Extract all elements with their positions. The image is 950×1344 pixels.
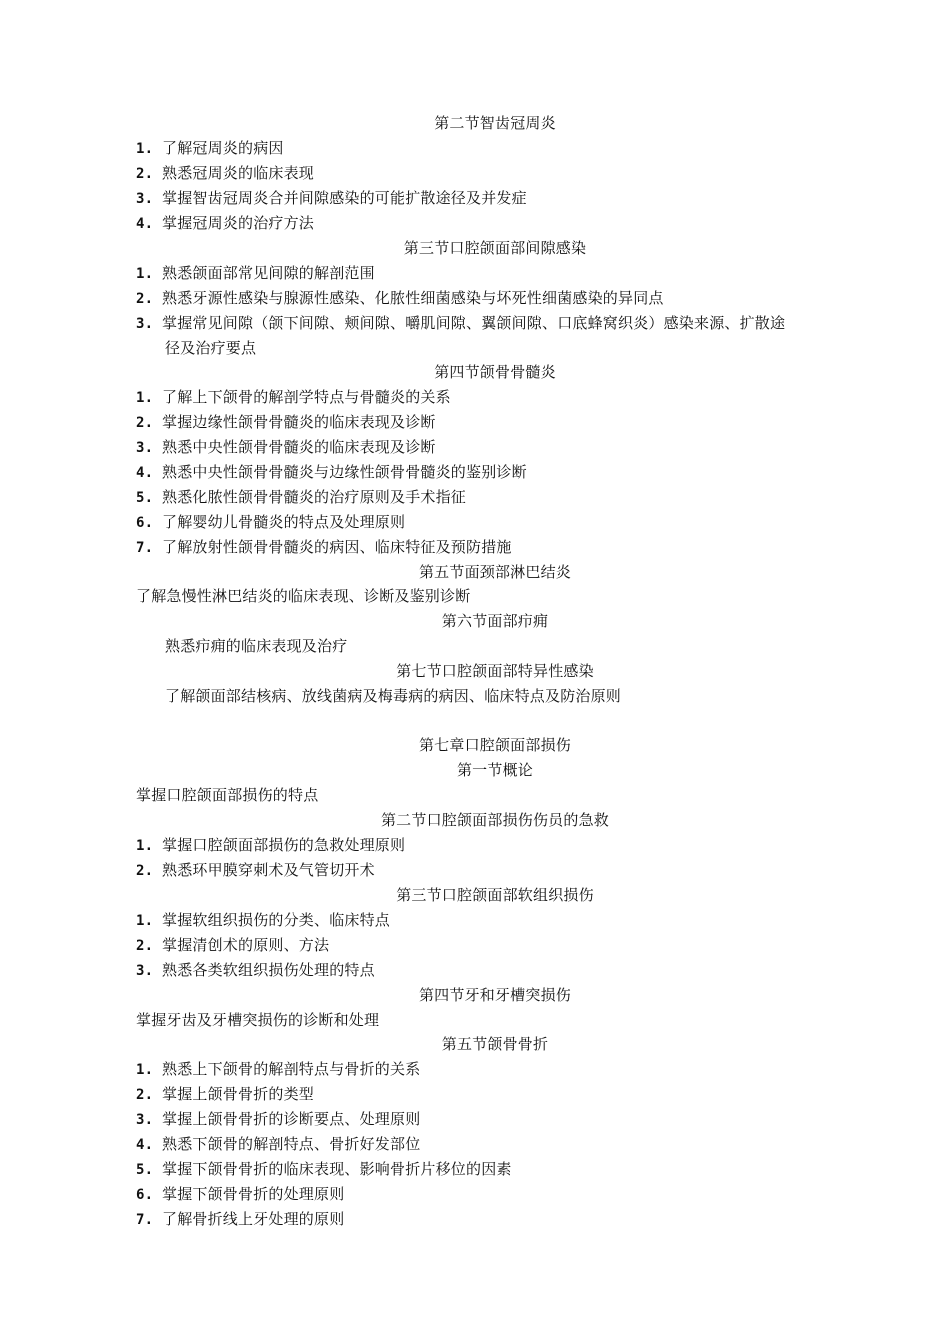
- item-text: 掌握常见间隙（颌下间隙、颊间隙、嚼肌间隙、翼颌间隙、口底蜂窝织炎）感染来源、扩散途: [162, 314, 786, 332]
- item-text: 熟悉中央性颌骨骨髓炎的临床表现及诊断: [162, 438, 436, 456]
- item-text: 熟悉牙源性感染与腺源性感染、化脓性细菌感染与坏死性细菌感染的异同点: [162, 289, 664, 307]
- item-text: 掌握清创术的原则、方法: [162, 936, 330, 954]
- item-text: 掌握上颌骨骨折的诊断要点、处理原则: [162, 1110, 421, 1128]
- item-text: 掌握下颌骨骨折的临床表现、影响骨折片移位的因素: [162, 1160, 512, 1178]
- section-heading: 第二节口腔颌面部损伤伤员的急救: [380, 811, 609, 829]
- list-item: [136, 213, 314, 234]
- section-heading: 第七节口腔颌面部特异性感染: [396, 662, 594, 680]
- item-text: 掌握下颌骨骨折的处理原则: [162, 1185, 345, 1203]
- item-number: 3.: [136, 316, 154, 332]
- item-text: 了解放射性颌骨骨髓炎的病因、临床特征及预防措施: [162, 538, 512, 556]
- item-text: 掌握冠周炎的治疗方法: [162, 214, 315, 232]
- list-item: [136, 263, 375, 284]
- section-heading: 第三节口腔颌面部软组织损伤: [396, 886, 594, 904]
- item-number: 4.: [136, 465, 154, 481]
- list-item: [136, 313, 785, 334]
- item-text: 了解上下颌骨的解剖学特点与骨髓炎的关系: [162, 388, 451, 406]
- item-text: 熟悉上下颌骨的解剖特点与骨折的关系: [162, 1060, 421, 1078]
- item-text: 了解冠周炎的病因: [162, 139, 284, 157]
- item-number: 1.: [136, 913, 154, 929]
- item-number: 4.: [136, 216, 154, 232]
- list-item: [136, 462, 527, 483]
- item-number: 1.: [136, 1062, 154, 1078]
- list-item: [136, 1084, 314, 1105]
- item-text: 熟悉冠周炎的临床表现: [162, 164, 315, 182]
- list-item: [136, 537, 512, 558]
- list-item: [136, 288, 664, 309]
- list-item: [136, 512, 405, 533]
- item-number: 1.: [136, 266, 154, 282]
- list-item: [136, 960, 375, 981]
- list-item: [136, 163, 314, 184]
- list-item: [136, 860, 375, 881]
- section-text: 掌握口腔颌面部损伤的特点: [136, 786, 319, 804]
- item-number: 6.: [136, 515, 154, 531]
- item-number: 1.: [136, 141, 154, 157]
- item-number: 5.: [136, 1162, 154, 1178]
- item-text: 掌握边缘性颌骨骨髓炎的临床表现及诊断: [162, 413, 436, 431]
- list-item: [136, 188, 527, 209]
- section-heading: 第二节智齿冠周炎: [434, 114, 556, 132]
- section-heading: 第三节口腔颌面部间隙感染: [403, 239, 587, 257]
- section-heading: 第四节牙和牙槽突损伤: [418, 986, 571, 1004]
- item-number: 2.: [136, 291, 154, 307]
- list-item: [136, 935, 329, 956]
- item-text: 熟悉环甲膜穿刺术及气管切开术: [162, 861, 375, 879]
- section-text: 了解颌面部结核病、放线菌病及梅毒病的病因、临床特点及防治原则: [165, 687, 622, 705]
- section-heading: 第四节颌骨骨髓炎: [434, 363, 556, 381]
- item-text: 掌握口腔颌面部损伤的急救处理原则: [162, 836, 406, 854]
- item-number: 3.: [136, 963, 154, 979]
- list-item: [136, 1134, 420, 1155]
- item-number: 1.: [136, 390, 154, 406]
- list-item-continuation: 径及治疗要点: [165, 339, 257, 357]
- item-text: 掌握智齿冠周炎合并间隙感染的可能扩散途径及并发症: [162, 189, 527, 207]
- list-item: [136, 1059, 420, 1080]
- item-text: 熟悉化脓性颌骨骨髓炎的治疗原则及手术指征: [162, 488, 467, 506]
- item-text: 熟悉颌面部常见间隙的解剖范围: [162, 264, 375, 282]
- item-number: 3.: [136, 440, 154, 456]
- item-text: 掌握软组织损伤的分类、临床特点: [162, 911, 391, 929]
- item-number: 2.: [136, 938, 154, 954]
- list-item: [136, 1159, 512, 1180]
- item-text: 掌握上颌骨骨折的类型: [162, 1085, 315, 1103]
- item-number: 2.: [136, 166, 154, 182]
- chapter-heading: 第七章口腔颌面部损伤: [418, 736, 571, 754]
- section-text: 掌握牙齿及牙槽突损伤的诊断和处理: [136, 1011, 380, 1029]
- item-text: 熟悉中央性颌骨骨髓炎与边缘性颌骨骨髓炎的鉴别诊断: [162, 463, 527, 481]
- list-item: [136, 1184, 344, 1205]
- item-text: 了解婴幼儿骨髓炎的特点及处理原则: [162, 513, 406, 531]
- item-number: 7.: [136, 540, 154, 556]
- list-item: [136, 487, 466, 508]
- list-item: [136, 1109, 420, 1130]
- item-text: 熟悉下颌骨的解剖特点、骨折好发部位: [162, 1135, 421, 1153]
- item-number: 3.: [136, 191, 154, 207]
- item-number: 4.: [136, 1137, 154, 1153]
- section-text: 熟悉疖痈的临床表现及治疗: [165, 637, 348, 655]
- item-number: 3.: [136, 1112, 154, 1128]
- list-item: [136, 437, 436, 458]
- list-item: [136, 138, 284, 159]
- section-text: 了解急慢性淋巴结炎的临床表现、诊断及鉴别诊断: [136, 587, 471, 605]
- section-heading: 第一节概论: [456, 761, 533, 779]
- section-heading: 第五节颌骨骨折: [441, 1035, 549, 1053]
- item-number: 2.: [136, 863, 154, 879]
- item-number: 7.: [136, 1212, 154, 1228]
- item-text: 了解骨折线上牙处理的原则: [162, 1210, 345, 1228]
- list-item: [136, 835, 405, 856]
- item-number: 5.: [136, 490, 154, 506]
- item-number: 2.: [136, 415, 154, 431]
- section-heading: 第五节面颈部淋巴结炎: [418, 563, 571, 581]
- item-number: 6.: [136, 1187, 154, 1203]
- item-number: 2.: [136, 1087, 154, 1103]
- item-number: 1.: [136, 838, 154, 854]
- section-heading: 第六节面部疖痈: [441, 612, 549, 630]
- list-item: [136, 1209, 344, 1230]
- item-text: 熟悉各类软组织损伤处理的特点: [162, 961, 375, 979]
- list-item: [136, 412, 436, 433]
- list-item: [136, 387, 451, 408]
- list-item: [136, 910, 390, 931]
